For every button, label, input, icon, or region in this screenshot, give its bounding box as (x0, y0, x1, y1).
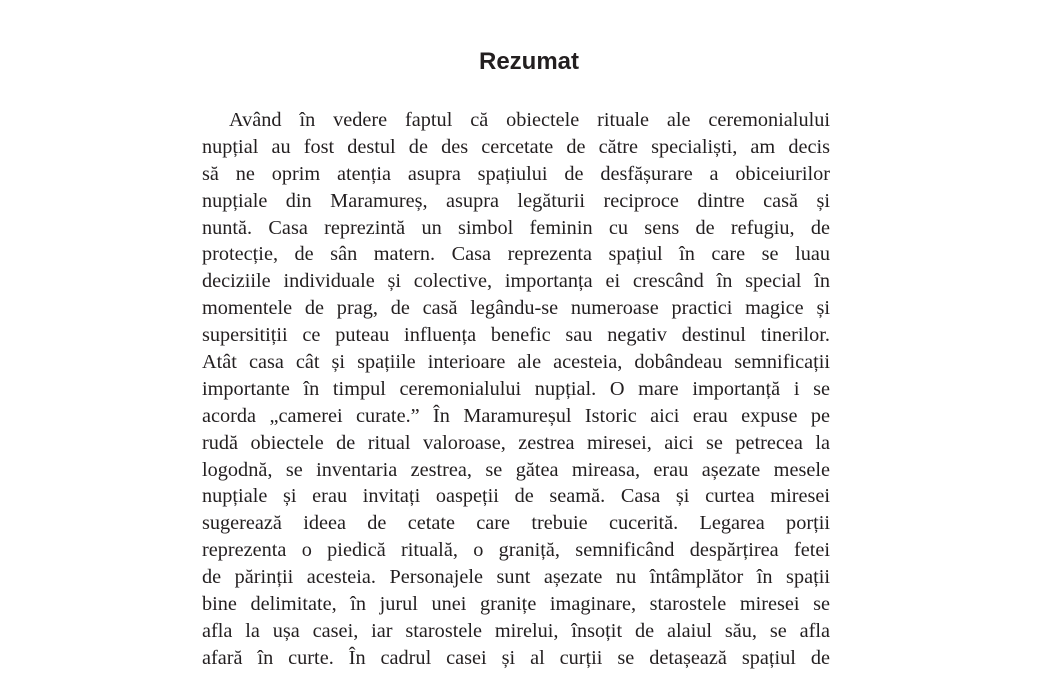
paragraph-line: să ne oprim atenția asupra spațiului de desfășurare a obiceiurilor (202, 162, 830, 185)
paragraph-line: nuntă. Casa reprezintă un simbol feminin cu sens de refugiu, de (202, 216, 830, 239)
paragraph-line: nupțial au fost destul de des cercetate de către specialiști, am decis (202, 135, 830, 158)
paragraph-line: afla la ușa casei, iar starostele mirelui, însoțit de alaiul său, se afla (202, 619, 830, 642)
page-title: Rezumat (478, 48, 580, 75)
paragraph-line: deciziile individuale și colective, importanța ei crescând în special în (202, 270, 830, 293)
paragraph-line: nupțiale și erau invitați oaspeții de seamă. Casa și curtea miresei (202, 485, 830, 508)
paragraph-line: acorda „camerei curate.” În Maramureșul Istoric aici erau expuse pe (202, 404, 830, 427)
paragraph-line: rudă obiectele de ritual valoroase, zestrea miresei, aici se petrecea la (202, 431, 830, 454)
paragraph-line: reprezenta o piedică rituală, o graniță, semnificând despărțirea fetei (202, 539, 830, 562)
paragraph-line: afară în curte. În cadrul casei și al curții se detașează spațiul de (202, 646, 830, 669)
paragraph-line: sugerează ideea de cetate care trebuie cucerită. Legarea porții (202, 512, 830, 535)
paragraph-line: importante în timpul ceremonialului nupțial. O mare importanță i se (202, 377, 830, 400)
paragraph-line: momentele de prag, de casă legându-se numeroase practici magice și (202, 297, 830, 320)
paragraph-line: bine delimitate, în jurul unei granițe imaginare, starostele miresei se (202, 593, 830, 616)
paragraph-line: supersitiții ce puteau influența benefic sau negativ destinul tinerilor. (202, 324, 830, 347)
paragraph-line: protecție, de sân matern. Casa reprezenta spațiul în care se luau (202, 243, 830, 266)
summary-paragraph (202, 107, 830, 672)
paragraph-line: Având în vedere faptul că obiectele rituale ale ceremonialului (229, 109, 830, 131)
paragraph-line: Atât casa cât și spațiile interioare ale acesteia, dobândeau semnificații (202, 351, 830, 374)
paragraph-line: logodnă, se inventaria zestrea, se gătea mireasa, erau așezate mesele (202, 458, 830, 481)
paragraph-line: nupțiale din Maramureș, asupra legăturii reciproce dintre casă și (202, 189, 830, 212)
paragraph-line: de părinții acesteia. Personajele sunt așezate nu întâmplător în spații (202, 566, 830, 589)
